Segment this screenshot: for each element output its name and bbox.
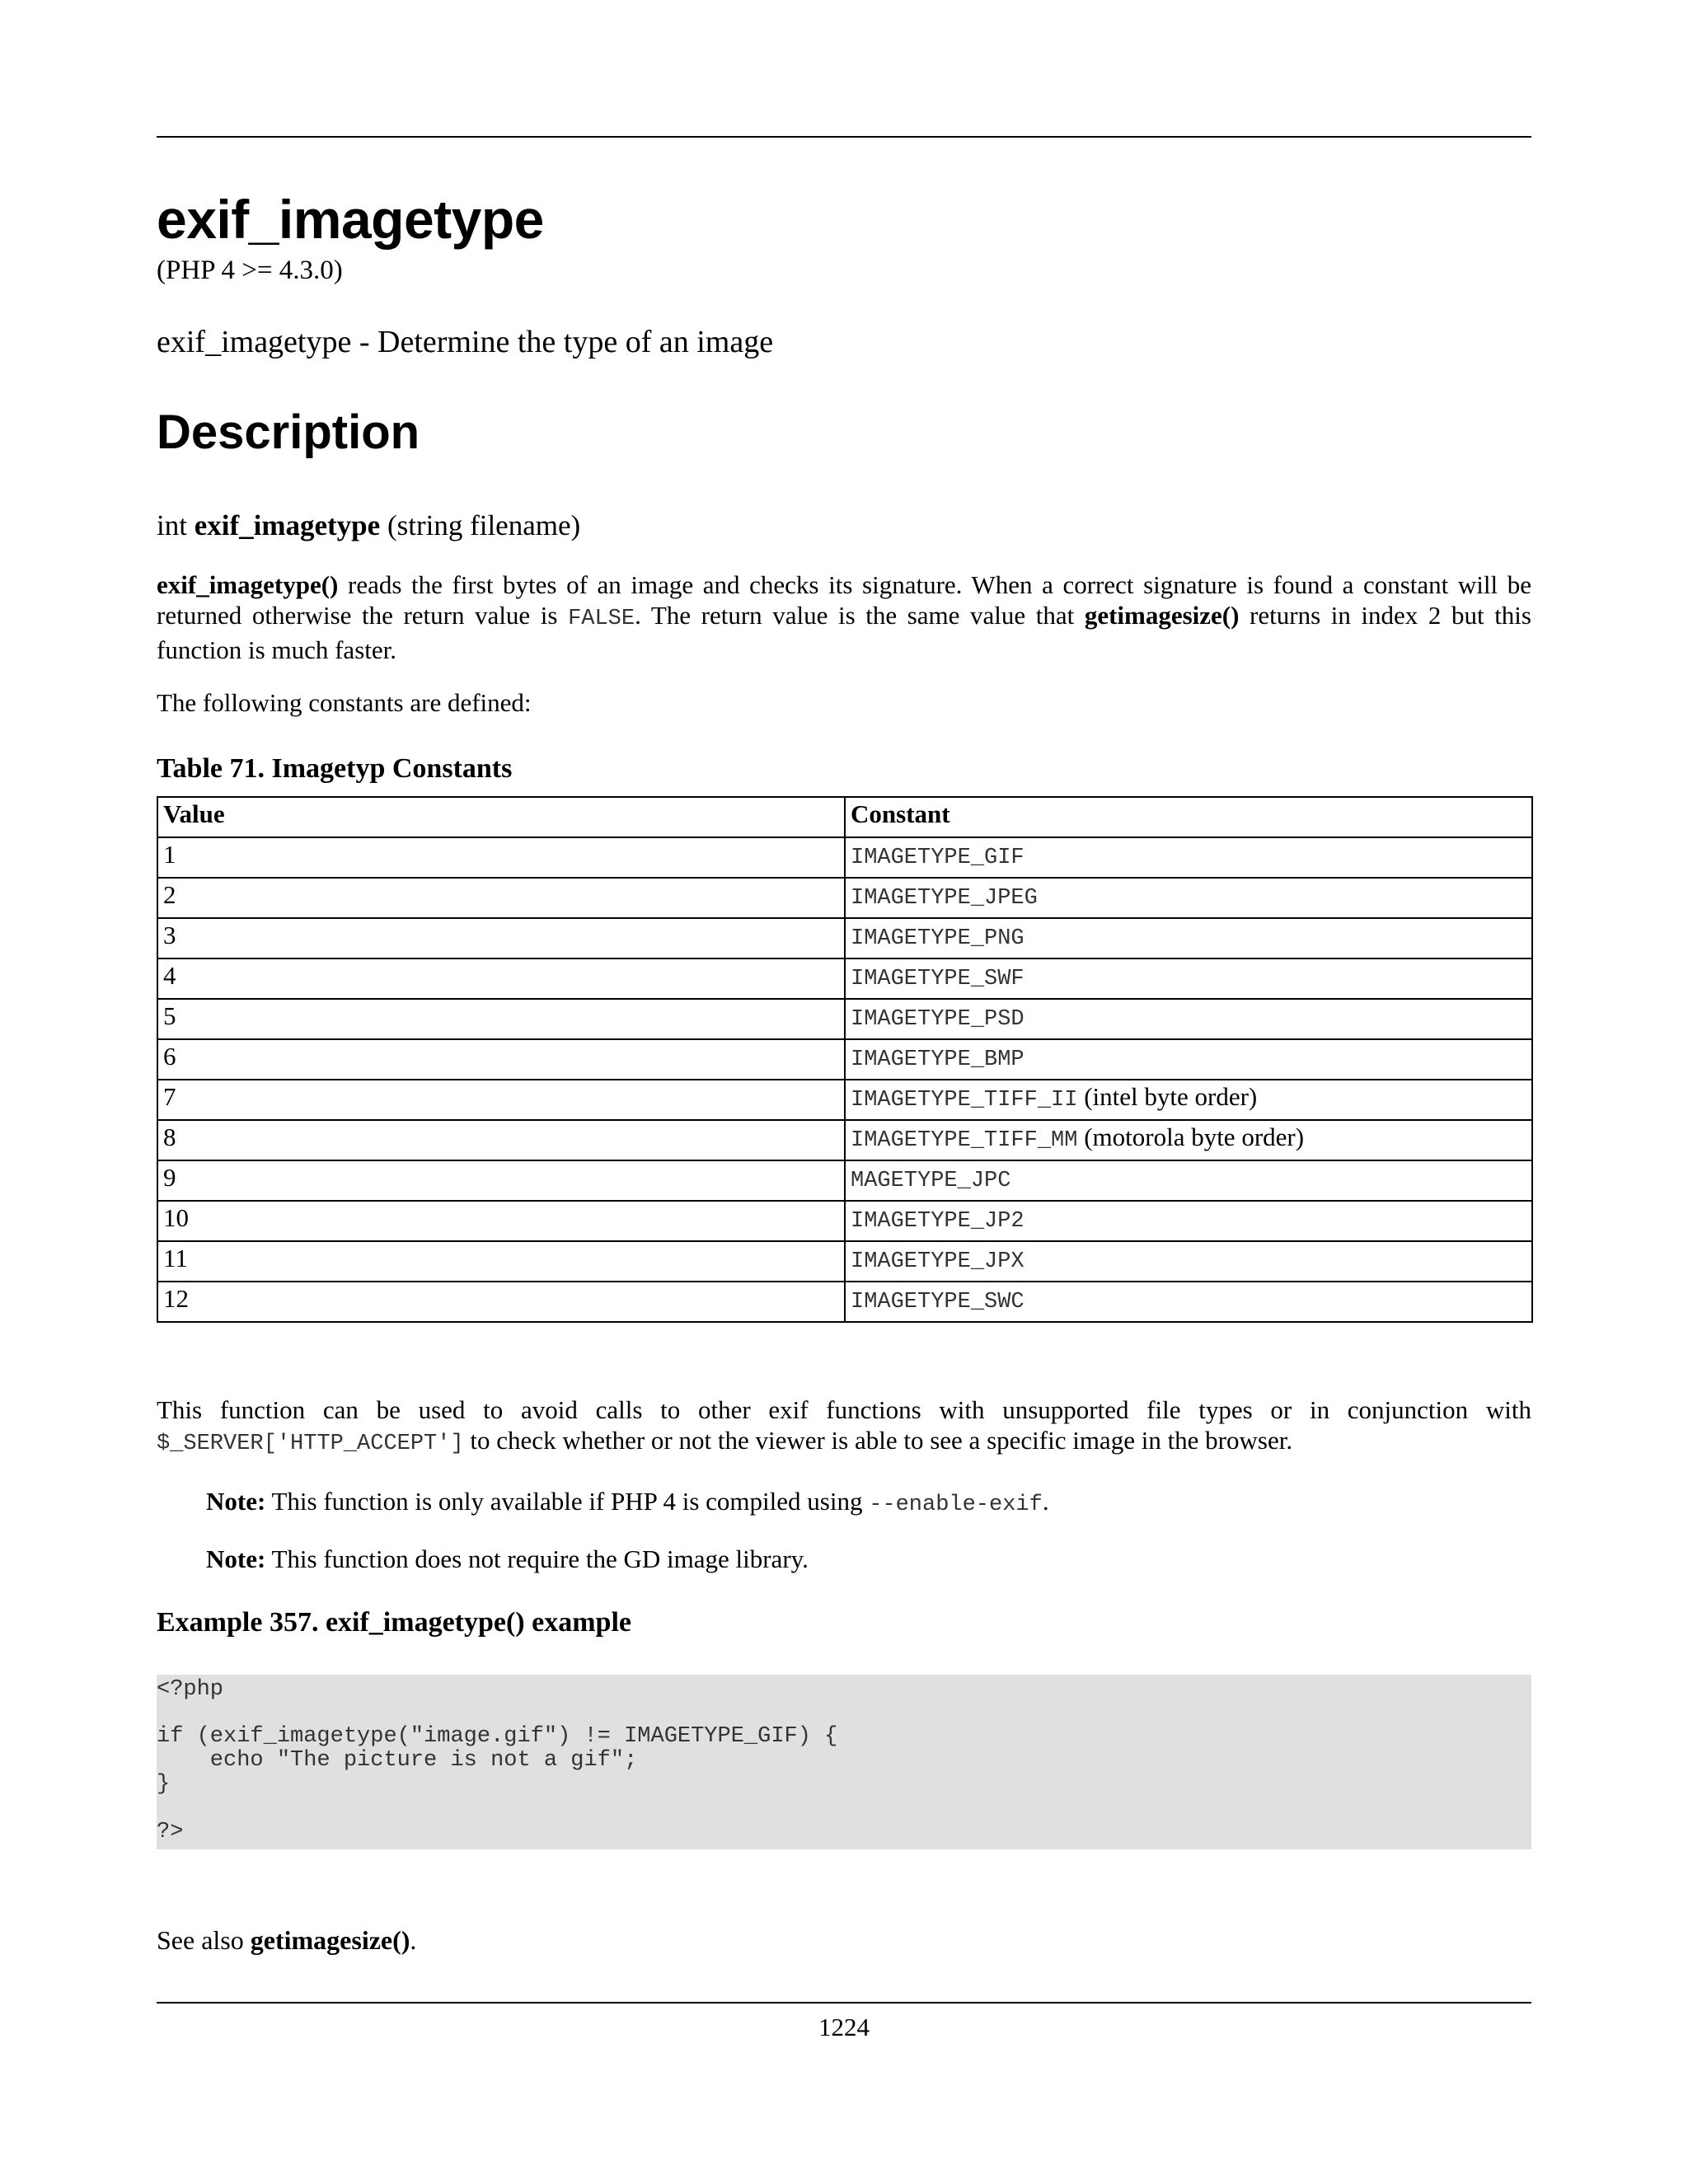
constants-table [157, 796, 1533, 1323]
cell-value: 10 [157, 1201, 845, 1241]
cell-value: 11 [157, 1241, 845, 1282]
see-also-prefix: See also [157, 1925, 251, 1955]
constant-name: IMAGETYPE_TIFF_II [851, 1088, 1078, 1113]
cell-constant [845, 918, 1532, 958]
bottom-rule [157, 2002, 1531, 2004]
table-row [157, 1201, 1532, 1241]
constant-name: IMAGETYPE_PSD [851, 1007, 1025, 1032]
cell-constant [845, 1120, 1532, 1160]
see-also-suffix: . [410, 1925, 417, 1955]
table-row [157, 1120, 1532, 1160]
description-paragraph [157, 569, 1531, 665]
code-line: <?php [157, 1677, 224, 1702]
constant-name: IMAGETYPE_SWF [851, 967, 1025, 991]
cell-constant [845, 1201, 1532, 1241]
see-also [157, 1924, 416, 1957]
constant-name: IMAGETYPE_JPX [851, 1249, 1025, 1274]
cell-constant [845, 878, 1532, 918]
note-text: This function is only available if PHP 4 is compiled using [265, 1487, 870, 1516]
note-code: --enable-exif [869, 1493, 1043, 1517]
usage-paragraph [157, 1394, 1531, 1460]
constant-name: IMAGETYPE_TIFF_MM [851, 1128, 1078, 1153]
cell-constant [845, 1241, 1532, 1282]
header-constant: Constant [845, 797, 1532, 837]
page-title: exif_imagetype [157, 189, 544, 250]
note-tail: . [1042, 1487, 1049, 1516]
cell-value: 5 [157, 999, 845, 1039]
table-row [157, 1080, 1532, 1120]
para-text: to check whether or not the viewer is able to see a specific image in the browser. [463, 1426, 1293, 1455]
code-line: echo "The picture is not a gif"; [157, 1748, 638, 1773]
note-text: This function does not require the GD image library. [265, 1544, 809, 1573]
constant-name: IMAGETYPE_JPEG [851, 886, 1038, 911]
cell-constant [845, 1039, 1532, 1080]
constant-note: (motorola byte order) [1077, 1122, 1305, 1151]
ref-purpose: exif_imagetype - Determine the type of an image [157, 325, 774, 359]
cell-constant [845, 999, 1532, 1039]
note-exif-compile [206, 1486, 1049, 1521]
constants-intro: The following constants are defined: [157, 688, 532, 717]
cell-value: 12 [157, 1282, 845, 1322]
cell-value: 2 [157, 878, 845, 918]
manual-page [157, 0, 1531, 2184]
header-value: Value [157, 797, 845, 837]
cell-constant [845, 958, 1532, 999]
constant-name: IMAGETYPE_SWC [851, 1290, 1025, 1315]
table-title: Table 71. Imagetyp Constants [157, 753, 513, 784]
function-synopsis [157, 508, 580, 544]
table-row [157, 999, 1532, 1039]
cell-constant [845, 1160, 1532, 1201]
table-row [157, 1282, 1532, 1322]
note-label: Note: [206, 1487, 266, 1516]
constant-note: (intel byte order) [1077, 1082, 1258, 1111]
table-row [157, 1160, 1532, 1201]
table-header-row [157, 797, 1532, 837]
cell-value: 1 [157, 837, 845, 878]
page-number: 1224 [818, 2013, 870, 2041]
top-rule [157, 136, 1531, 138]
cell-constant [845, 837, 1532, 878]
table-body [157, 837, 1532, 1322]
function-params: (string filename) [380, 509, 581, 541]
table-row [157, 1039, 1532, 1080]
constant-name: IMAGETYPE_JP2 [851, 1209, 1025, 1234]
getimagesize-link[interactable]: getimagesize() [1084, 601, 1240, 630]
cell-value: 8 [157, 1120, 845, 1160]
table-row [157, 918, 1532, 958]
example-title: Example 357. exif_imagetype() example [157, 1607, 631, 1638]
constant-name: MAGETYPE_JPC [851, 1169, 1011, 1193]
para-text: . The return value is the same value that [635, 601, 1085, 630]
php-version: (PHP 4 >= 4.3.0) [157, 255, 343, 285]
table-row [157, 1241, 1532, 1282]
table-row [157, 837, 1532, 878]
constant-name: IMAGETYPE_PNG [851, 926, 1025, 951]
function-ref: exif_imagetype() [157, 570, 339, 599]
cell-value: 7 [157, 1080, 845, 1120]
cell-value: 6 [157, 1039, 845, 1080]
function-name: exif_imagetype [194, 509, 381, 541]
para-text: This function can be used to avoid calls to other exif functions with unsupported file types or in conjunction with [157, 1395, 1531, 1424]
false-literal: FALSE [568, 607, 635, 631]
see-also-link[interactable]: getimagesize() [250, 1925, 410, 1955]
code-example [157, 1675, 1531, 1849]
cell-value: 4 [157, 958, 845, 999]
cell-constant [845, 1080, 1532, 1120]
return-type: int [157, 509, 195, 541]
table-row [157, 878, 1532, 918]
code-line: } [157, 1772, 171, 1797]
constant-name: IMAGETYPE_BMP [851, 1047, 1025, 1072]
description-heading: Description [157, 405, 420, 459]
server-var-literal: $_SERVER['HTTP_ACCEPT'] [157, 1432, 464, 1456]
code-line: if (exif_imagetype("image.gif") != IMAGETYPE_GIF) { [157, 1724, 838, 1749]
cell-value: 3 [157, 918, 845, 958]
cell-value: 9 [157, 1160, 845, 1201]
para-text: reads the first bytes of an image and checks its signature. When a correct signature is found a constant will be returned otherwise the return value is [157, 570, 1531, 630]
code-line: ?> [157, 1820, 184, 1844]
constant-name: IMAGETYPE_GIF [851, 846, 1025, 870]
table-row [157, 958, 1532, 999]
para-text: returns in index 2 but this function is much faster. [157, 601, 1531, 664]
note-label: Note: [206, 1544, 266, 1573]
note-gd-library [206, 1544, 809, 1574]
cell-constant [845, 1282, 1532, 1322]
